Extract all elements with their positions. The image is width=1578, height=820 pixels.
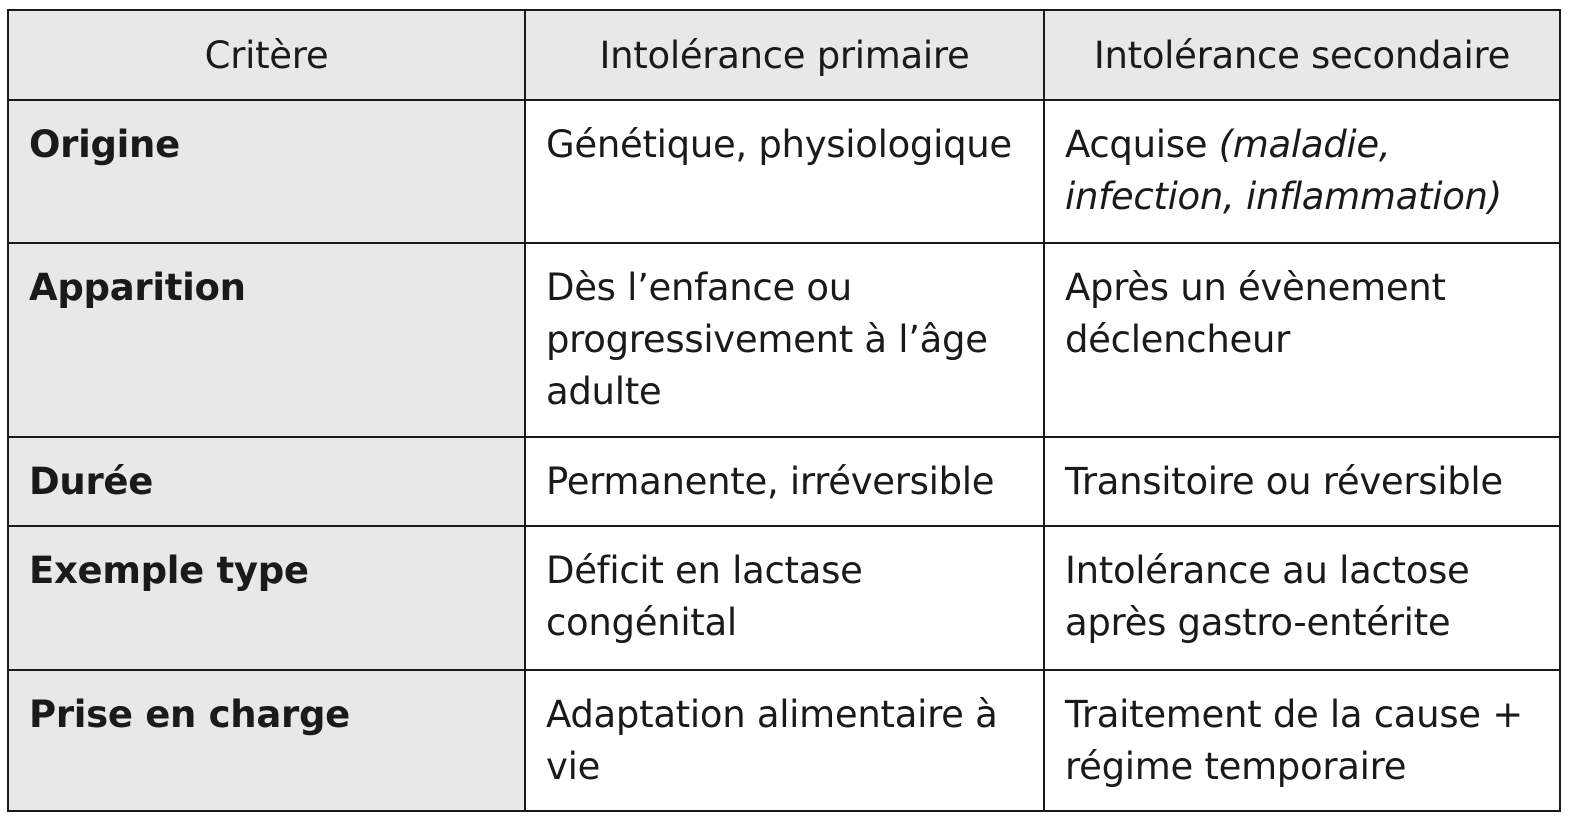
table-row [8,100,1560,243]
cell-secondary-text: Acquise [1065,123,1208,166]
row-label-apparition: Apparition [8,243,525,437]
cell-secondary: Après un évènement déclencheur [1044,243,1560,437]
table-header-row [8,10,1560,100]
cell-primary: Adaptation alimentaire à vie [525,670,1044,811]
table-row [8,526,1560,670]
table-row [8,670,1560,811]
header-criterion: Critère [8,10,525,100]
cell-secondary: Traitement de la cause + régime temporaire [1044,670,1560,811]
header-secondary-intolerance: Intolérance secondaire [1044,10,1560,100]
cell-secondary [1044,100,1560,243]
cell-primary: Génétique, physiologique [525,100,1044,243]
cell-primary: Déficit en lactase congénital [525,526,1044,670]
table-row [8,437,1560,526]
cell-primary: Permanente, irréversible [525,437,1044,526]
row-label-duree: Durée [8,437,525,526]
cell-secondary: Transitoire ou réversible [1044,437,1560,526]
row-label-exemple-type: Exemple type [8,526,525,670]
comparison-table [7,9,1561,812]
row-label-prise-en-charge: Prise en charge [8,670,525,811]
row-label-origine: Origine [8,100,525,243]
cell-primary: Dès l’enfance ou progressivement à l’âge adulte [525,243,1044,437]
cell-secondary: Intolérance au lactose après gastro-entérite [1044,526,1560,670]
cell-secondary-note: (maladie, infection, inflammation) [1065,123,1502,218]
table-row [8,243,1560,437]
header-primary-intolerance: Intolérance primaire [525,10,1044,100]
